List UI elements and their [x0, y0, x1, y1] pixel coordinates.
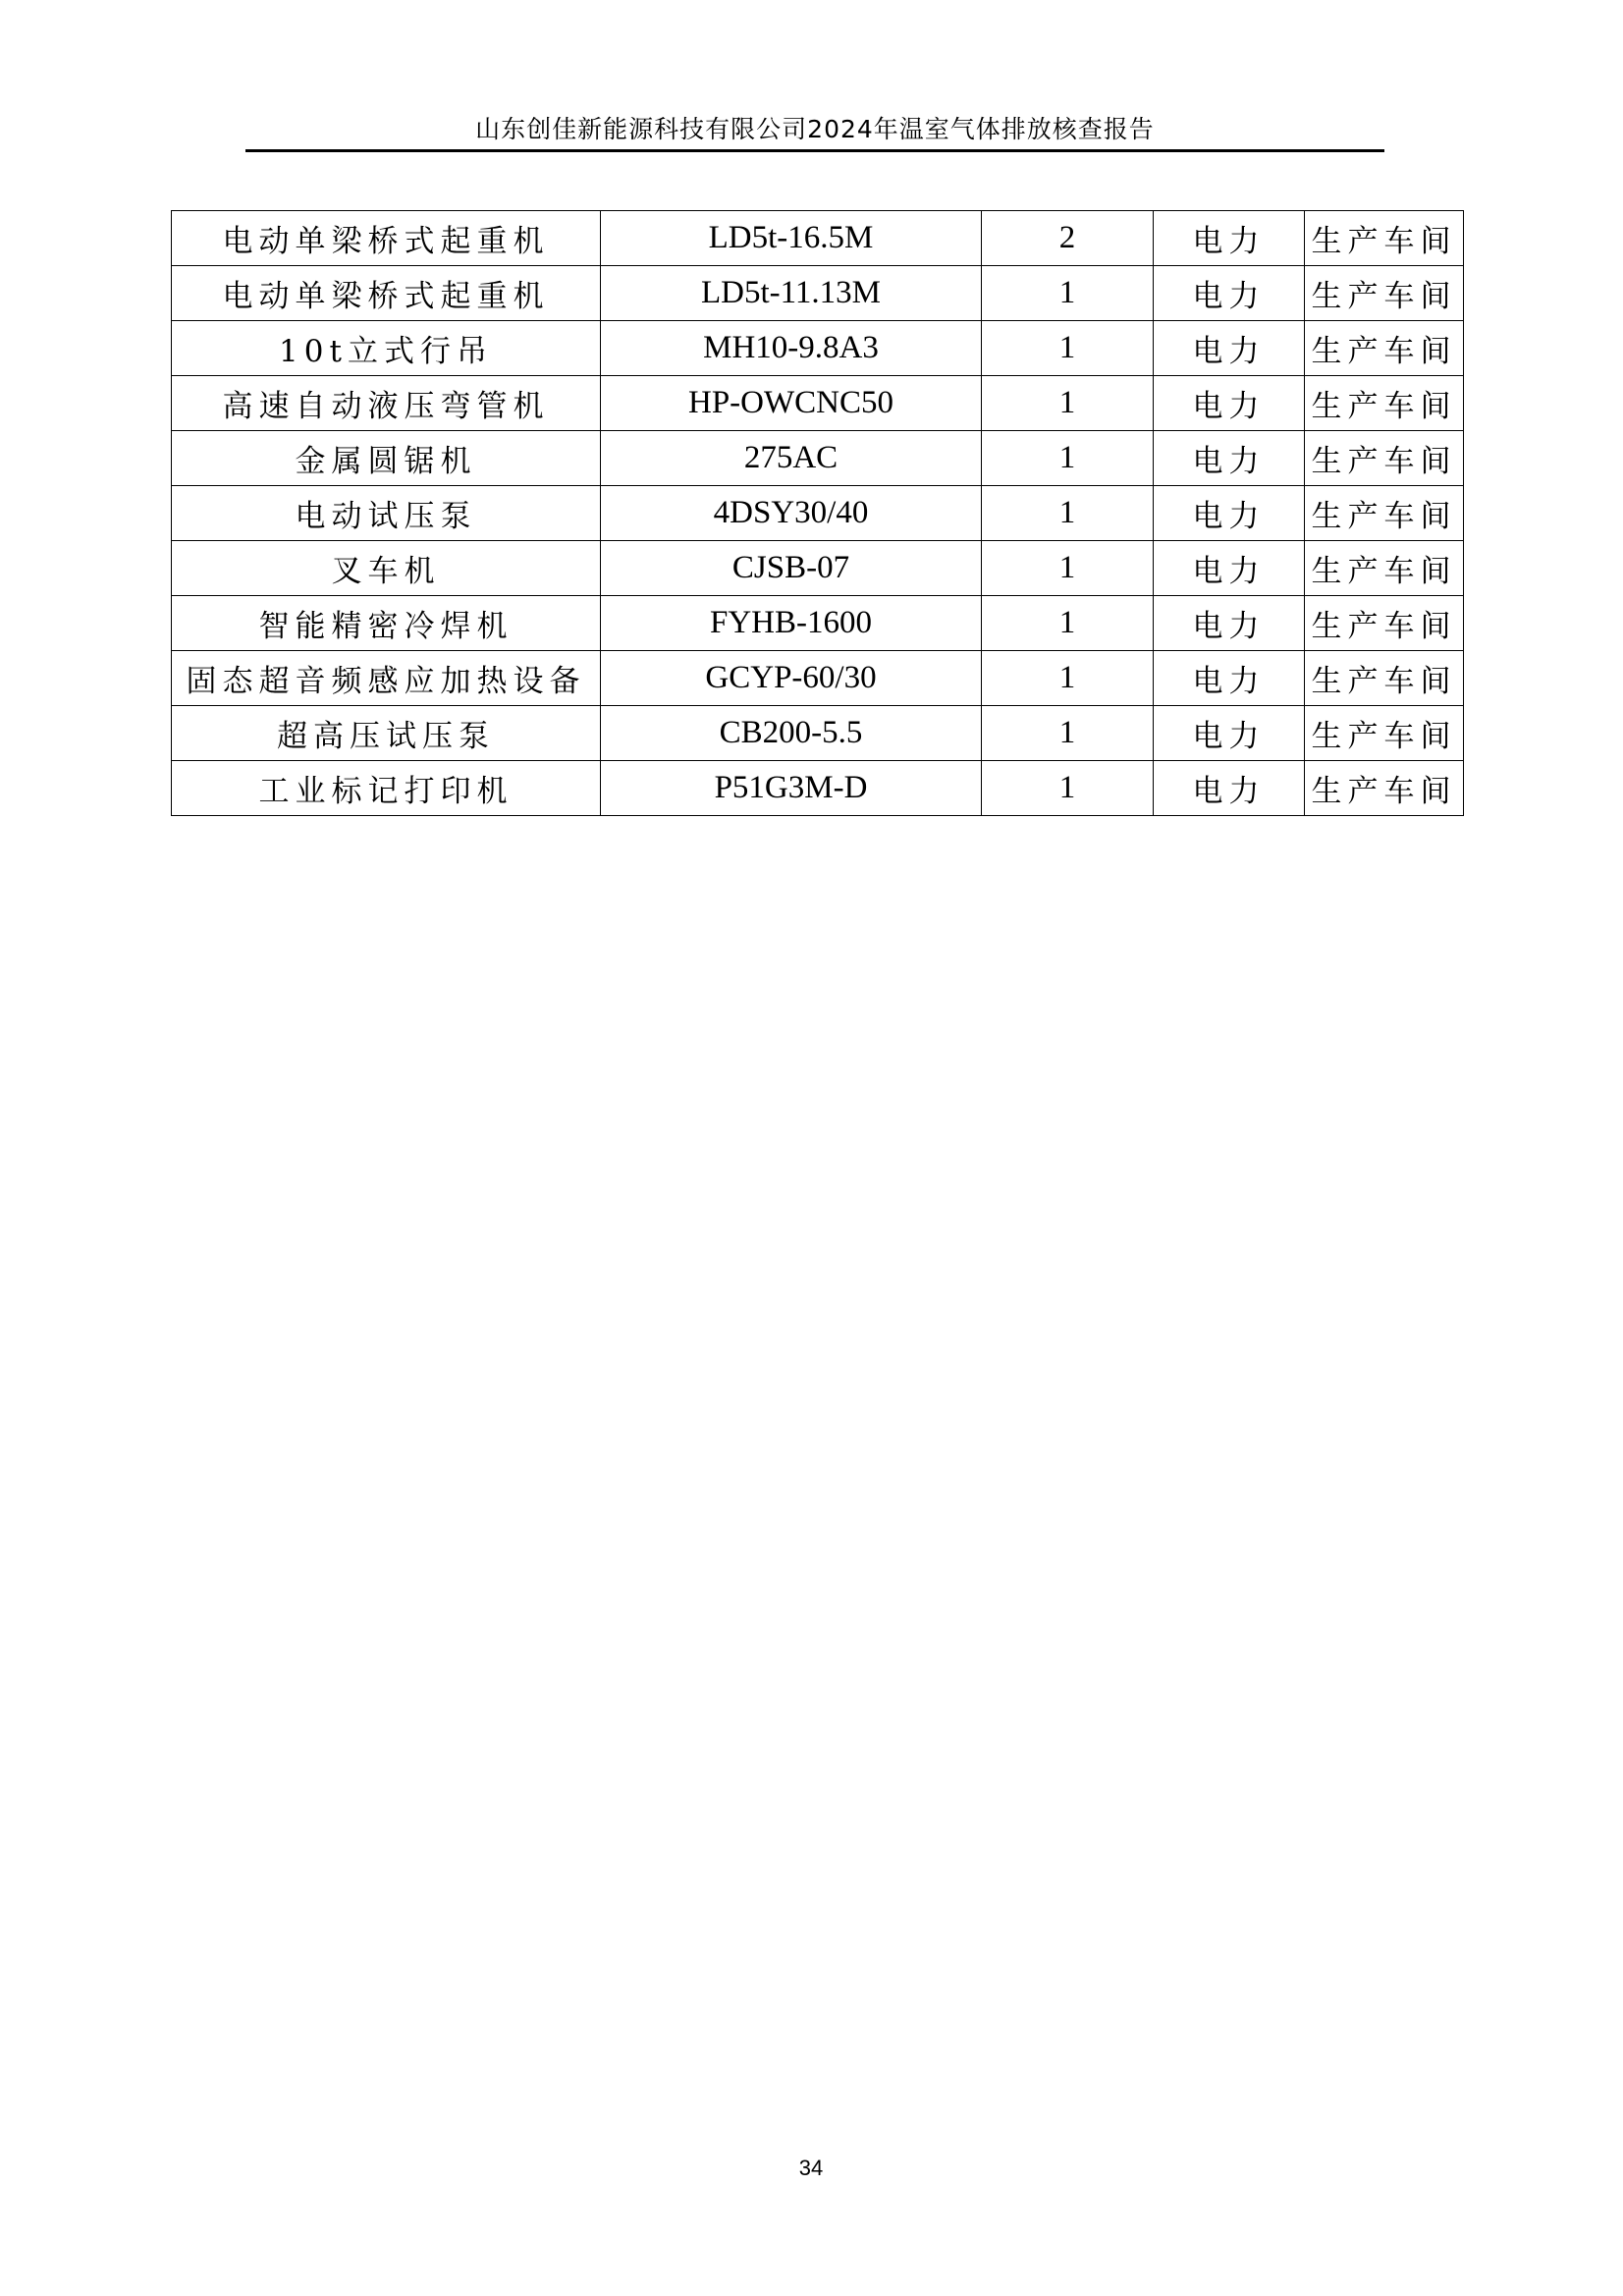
table-row: [172, 376, 1464, 431]
equipment-model-cell: CB200-5.5: [601, 706, 982, 761]
energy-type-cell: 电力: [1154, 761, 1305, 816]
energy-type-cell: 电力: [1154, 486, 1305, 541]
equipment-quantity-cell: 1: [982, 376, 1154, 431]
table-row: [172, 321, 1464, 376]
equipment-quantity-cell: 1: [982, 486, 1154, 541]
energy-type-cell: 电力: [1154, 541, 1305, 596]
equipment-quantity-cell: 2: [982, 211, 1154, 266]
equipment-quantity-cell: 1: [982, 431, 1154, 486]
location-cell: 生产车间: [1305, 761, 1464, 816]
location-cell: 生产车间: [1305, 706, 1464, 761]
table-row: [172, 431, 1464, 486]
location-cell: 生产车间: [1305, 596, 1464, 651]
table-row: [172, 651, 1464, 706]
energy-type-cell: 电力: [1154, 596, 1305, 651]
energy-type-cell: 电力: [1154, 651, 1305, 706]
equipment-model-cell: LD5t-11.13M: [601, 266, 982, 321]
equipment-model-cell: HP-OWCNC50: [601, 376, 982, 431]
equipment-name-cell: 固态超音频感应加热设备: [172, 651, 601, 706]
location-cell: 生产车间: [1305, 266, 1464, 321]
equipment-model-cell: FYHB-1600: [601, 596, 982, 651]
equipment-model-cell: 4DSY30/40: [601, 486, 982, 541]
equipment-name-cell: 高速自动液压弯管机: [172, 376, 601, 431]
equipment-quantity-cell: 1: [982, 596, 1154, 651]
equipment-quantity-cell: 1: [982, 651, 1154, 706]
equipment-name-cell: 金属圆锯机: [172, 431, 601, 486]
equipment-name-cell: 电动单梁桥式起重机: [172, 211, 601, 266]
equipment-quantity-cell: 1: [982, 706, 1154, 761]
energy-type-cell: 电力: [1154, 431, 1305, 486]
table-row: [172, 596, 1464, 651]
equipment-name-cell: 叉车机: [172, 541, 601, 596]
page-number: 34: [798, 2156, 824, 2180]
location-cell: 生产车间: [1305, 486, 1464, 541]
table-row: [172, 266, 1464, 321]
table-row: [172, 541, 1464, 596]
equipment-name-cell: 电动试压泵: [172, 486, 601, 541]
equipment-model-cell: P51G3M-D: [601, 761, 982, 816]
equipment-model-cell: GCYP-60/30: [601, 651, 982, 706]
location-cell: 生产车间: [1305, 376, 1464, 431]
energy-type-cell: 电力: [1154, 706, 1305, 761]
equipment-name-cell: 电动单梁桥式起重机: [172, 266, 601, 321]
equipment-model-cell: CJSB-07: [601, 541, 982, 596]
location-cell: 生产车间: [1305, 211, 1464, 266]
energy-type-cell: 电力: [1154, 211, 1305, 266]
equipment-model-cell: LD5t-16.5M: [601, 211, 982, 266]
equipment-model-cell: MH10-9.8A3: [601, 321, 982, 376]
equipment-name-cell: 智能精密冷焊机: [172, 596, 601, 651]
energy-type-cell: 电力: [1154, 376, 1305, 431]
location-cell: 生产车间: [1305, 651, 1464, 706]
page-header-title: 山东创佳新能源科技有限公司2024年温室气体排放核查报告: [475, 115, 1155, 143]
location-cell: 生产车间: [1305, 431, 1464, 486]
location-cell: 生产车间: [1305, 541, 1464, 596]
table-row: [172, 211, 1464, 266]
equipment-quantity-cell: 1: [982, 761, 1154, 816]
equipment-table: [171, 210, 1464, 816]
header-divider: [245, 149, 1384, 152]
equipment-name-cell: 工业标记打印机: [172, 761, 601, 816]
equipment-quantity-cell: 1: [982, 321, 1154, 376]
table-row: [172, 706, 1464, 761]
equipment-quantity-cell: 1: [982, 541, 1154, 596]
table-row: [172, 761, 1464, 816]
equipment-name-cell: 超高压试压泵: [172, 706, 601, 761]
equipment-quantity-cell: 1: [982, 266, 1154, 321]
equipment-model-cell: 275AC: [601, 431, 982, 486]
equipment-name-cell: 10t立式行吊: [172, 321, 601, 376]
location-cell: 生产车间: [1305, 321, 1464, 376]
table-row: [172, 486, 1464, 541]
energy-type-cell: 电力: [1154, 266, 1305, 321]
energy-type-cell: 电力: [1154, 321, 1305, 376]
